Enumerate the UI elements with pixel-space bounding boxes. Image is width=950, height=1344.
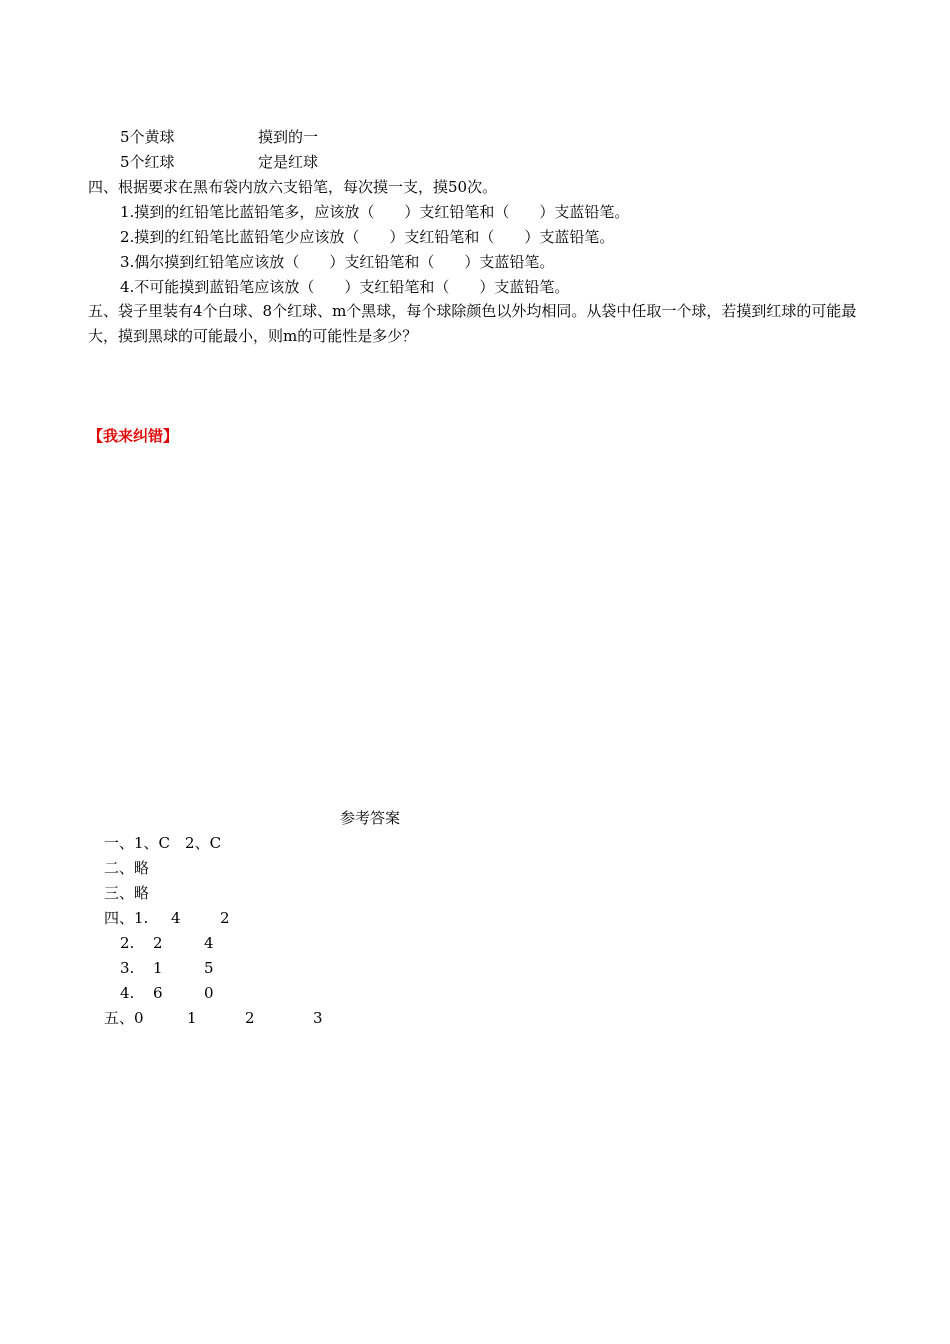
answers-title: 参考答案 [340, 809, 401, 827]
result-label-part-1: 摸到的一 [258, 128, 319, 146]
section-four-item-1: 1.摸到的红铅笔比蓝铅笔多，应该放（ ）支红铅笔和（ ）支蓝铅笔。 [120, 203, 630, 221]
section-three-row-2 [0, 152, 950, 172]
result-label-part-2: 定是红球 [258, 153, 319, 171]
answer-5-value-a: 2 [153, 934, 163, 952]
answer-7-value-a: 6 [153, 984, 163, 1002]
answer-line-5 [0, 933, 950, 953]
answer-5-label: 2. [120, 934, 135, 952]
answer-8-value-b: 2 [245, 1009, 255, 1027]
answer-line-4 [0, 908, 950, 928]
answer-4-value-a: 4 [171, 909, 181, 927]
answer-8-label: 五、0 [104, 1009, 144, 1027]
answer-line-3: 三、略 [104, 884, 150, 902]
section-four-heading: 四、根据要求在黑布袋内放六支铅笔，每次摸一支，摸50次。 [88, 178, 498, 196]
section-four-item-2: 2.摸到的红铅笔比蓝铅笔少应该放（ ）支红铅笔和（ ）支蓝铅笔。 [120, 228, 615, 246]
answer-5-value-b: 4 [204, 934, 214, 952]
answer-6-label: 3. [120, 959, 135, 977]
answer-7-value-b: 0 [204, 984, 214, 1002]
answer-8-value-c: 3 [313, 1009, 323, 1027]
answer-line-7 [0, 983, 950, 1003]
answer-4-label: 四、1. [104, 909, 149, 927]
section-three-row-1 [0, 127, 950, 147]
yellow-balls-label: 5个黄球 [120, 128, 175, 146]
answer-7-label: 4. [120, 984, 135, 1002]
answer-8-value-a: 1 [187, 1009, 197, 1027]
section-five-question: 五、袋子里装有4个白球、8个红球、m个黑球，每个球除颜色以外均相同。从袋中任取一个球，若摸到红球的可能最大，摸到黑球的可能最小，则m的可能性是多少？ [88, 302, 857, 345]
answer-6-value-a: 1 [153, 959, 163, 977]
answer-6-value-b: 5 [204, 959, 214, 977]
answer-line-1: 一、1、C 2、C [104, 834, 222, 852]
answer-line-2: 二、略 [104, 859, 150, 877]
correction-heading: 【我来纠错】 [88, 427, 179, 445]
section-four-item-4: 4.不可能摸到蓝铅笔应该放（ ）支红铅笔和（ ）支蓝铅笔。 [120, 278, 570, 296]
answer-4-value-b: 2 [220, 909, 230, 927]
answer-line-6 [0, 958, 950, 978]
red-balls-label: 5个红球 [120, 153, 175, 171]
section-four-item-3: 3.偶尔摸到红铅笔应该放（ ）支红铅笔和（ ）支蓝铅笔。 [120, 253, 555, 271]
answer-line-8 [0, 1008, 950, 1028]
